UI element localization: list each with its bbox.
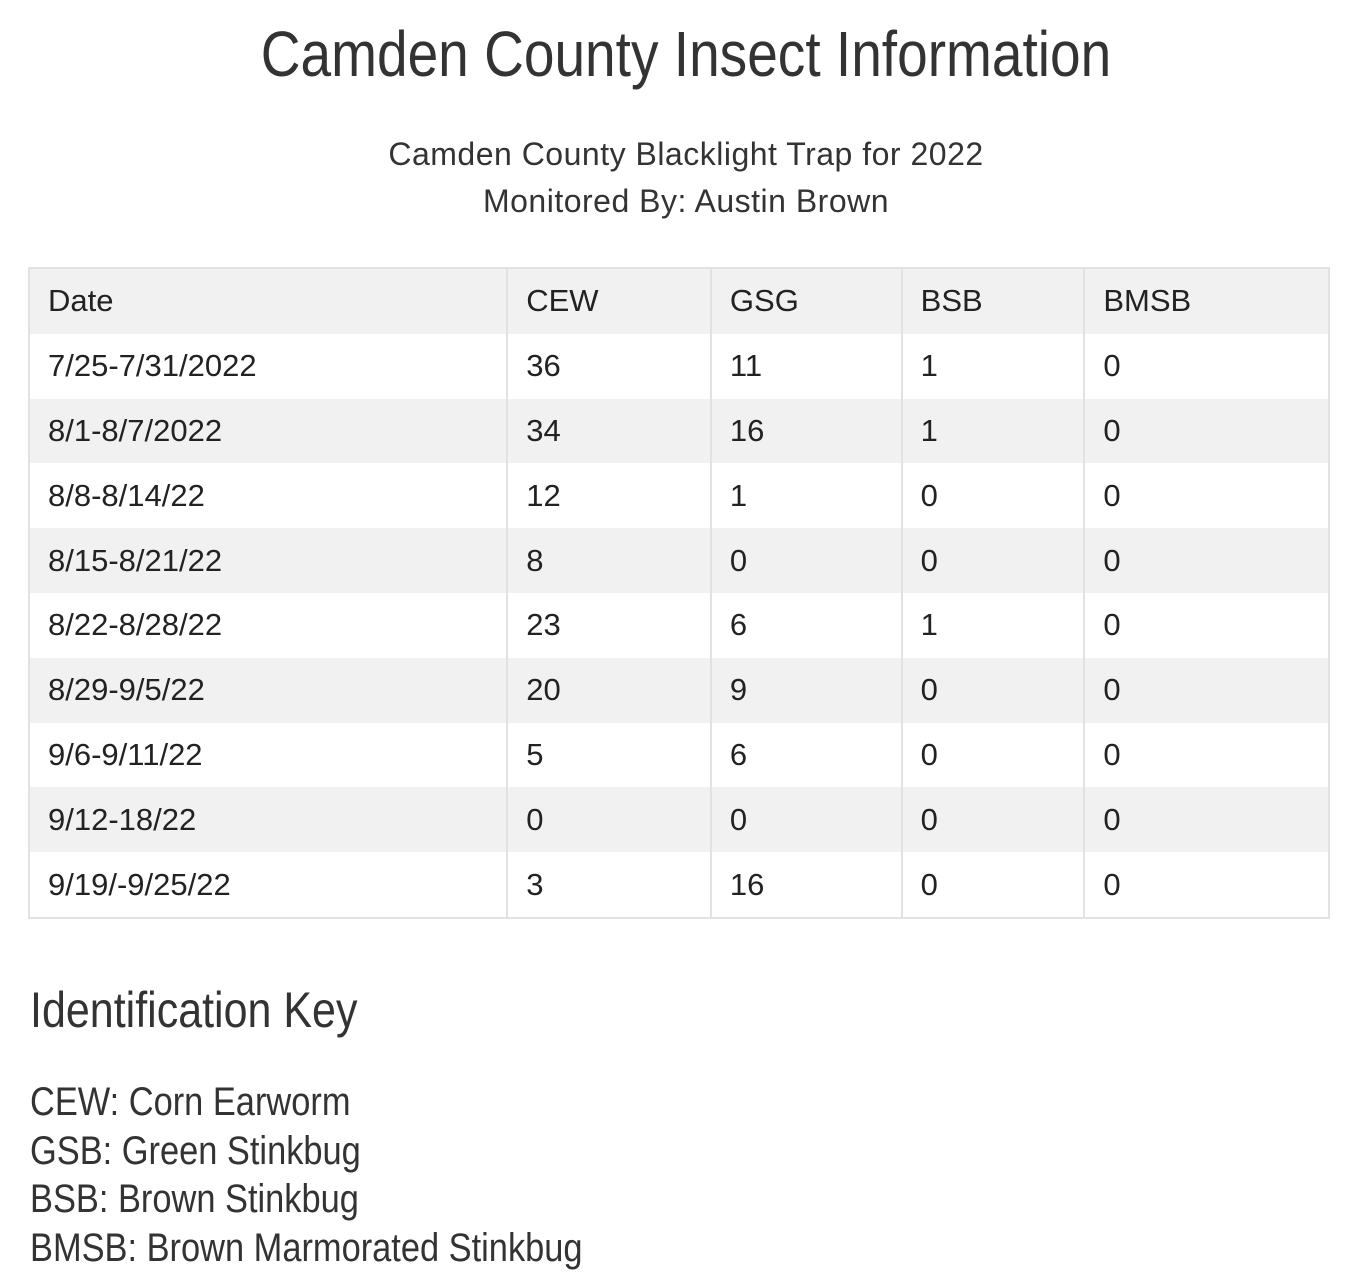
table-cell-date: 9/12-18/22 [29, 787, 507, 852]
key-item-bmsb: BMSB: Brown Marmorated Stinkbug [30, 1225, 583, 1270]
table-cell-cew: 0 [507, 787, 711, 852]
table-cell-gsg: 16 [711, 399, 902, 464]
table-cell-date: 8/29-9/5/22 [29, 658, 507, 723]
table-cell-gsg: 16 [711, 852, 902, 918]
table-cell-cew: 12 [507, 463, 711, 528]
identification-key-list [30, 1078, 583, 1272]
table-cell-cew: 23 [507, 593, 711, 658]
header-cell-bsb: BSB [902, 268, 1085, 334]
table-cell-bsb: 1 [902, 399, 1085, 464]
table-cell-date: 8/22-8/28/22 [29, 593, 507, 658]
table-cell-date: 9/6-9/11/22 [29, 723, 507, 788]
table-cell-bmsb: 0 [1084, 852, 1329, 918]
table-cell-cew: 34 [507, 399, 711, 464]
table-row [29, 334, 1329, 399]
table-cell-date: 8/8-8/14/22 [29, 463, 507, 528]
table-row [29, 852, 1329, 918]
table-cell-bsb: 0 [902, 852, 1085, 918]
table-cell-gsg: 9 [711, 658, 902, 723]
table-cell-bsb: 1 [902, 334, 1085, 399]
table-cell-bsb: 0 [902, 723, 1085, 788]
table-cell-bmsb: 0 [1084, 528, 1329, 593]
table-cell-bmsb: 0 [1084, 334, 1329, 399]
key-item-bsb: BSB: Brown Stinkbug [30, 1177, 359, 1221]
table-cell-bsb: 0 [902, 787, 1085, 852]
page-title: Camden County Insect Information [260, 18, 1112, 90]
table-cell-gsg: 0 [711, 787, 902, 852]
table-row [29, 723, 1329, 788]
table-cell-bmsb: 0 [1084, 723, 1329, 788]
trap-count-table [28, 267, 1330, 919]
table-cell-cew: 36 [507, 334, 711, 399]
table-row [29, 787, 1329, 852]
trap-subtitle: Camden County Blacklight Trap for 2022 [388, 136, 984, 172]
table-cell-gsg: 1 [711, 463, 902, 528]
table-cell-gsg: 0 [711, 528, 902, 593]
table-cell-cew: 3 [507, 852, 711, 918]
table-row [29, 463, 1329, 528]
table-cell-gsg: 6 [711, 723, 902, 788]
identification-key-heading: Identification Key [30, 982, 358, 1038]
monitor-subtitle: Monitored By: Austin Brown [482, 183, 890, 219]
table-cell-cew: 5 [507, 723, 711, 788]
table-cell-bsb: 0 [902, 463, 1085, 528]
table-cell-date: 7/25-7/31/2022 [29, 334, 507, 399]
table-header-row [29, 268, 1329, 334]
table-cell-bmsb: 0 [1084, 658, 1329, 723]
table-cell-cew: 20 [507, 658, 711, 723]
table-cell-gsg: 11 [711, 334, 902, 399]
table-cell-date: 8/1-8/7/2022 [29, 399, 507, 464]
table-row [29, 399, 1329, 464]
table-cell-bsb: 1 [902, 593, 1085, 658]
table-cell-bmsb: 0 [1084, 787, 1329, 852]
table-cell-bsb: 0 [902, 528, 1085, 593]
table-cell-bmsb: 0 [1084, 399, 1329, 464]
header-cell-gsg: GSG [711, 268, 902, 334]
table-row [29, 658, 1329, 723]
table-cell-date: 8/15-8/21/22 [29, 528, 507, 593]
header-cell-date: Date [29, 268, 507, 334]
table-cell-bmsb: 0 [1084, 463, 1329, 528]
key-item-gsb: GSB: Green Stinkbug [30, 1128, 361, 1173]
table-row [29, 593, 1329, 658]
table-cell-bsb: 0 [902, 658, 1085, 723]
key-item-cew: CEW: Corn Earworm [30, 1080, 351, 1124]
header-cell-cew: CEW [507, 268, 711, 334]
table-cell-gsg: 6 [711, 593, 902, 658]
table-row [29, 528, 1329, 593]
table-cell-bmsb: 0 [1084, 593, 1329, 658]
table-cell-date: 9/19/-9/25/22 [29, 852, 507, 918]
table-cell-cew: 8 [507, 528, 711, 593]
header-cell-bmsb: BMSB [1084, 268, 1329, 334]
